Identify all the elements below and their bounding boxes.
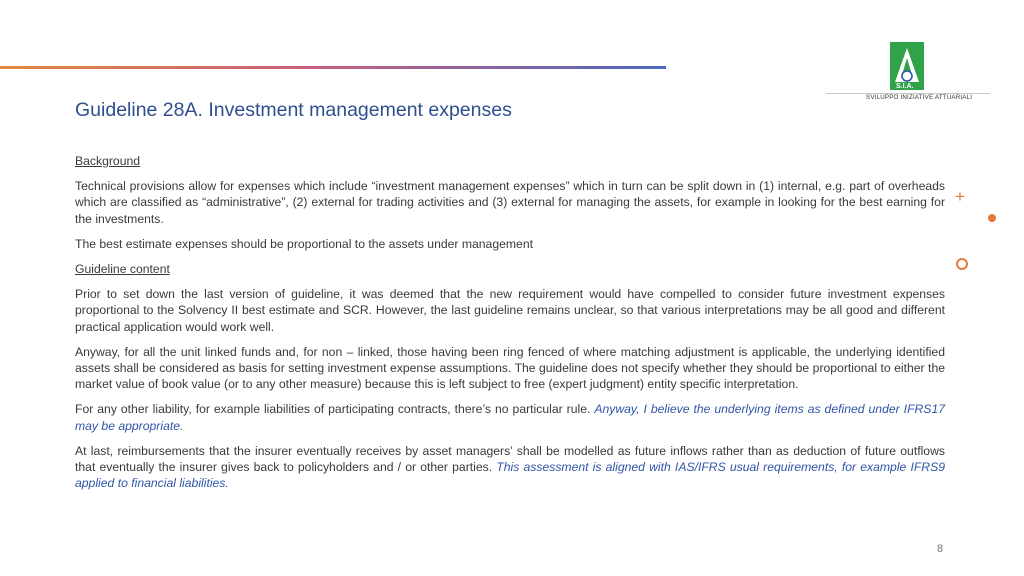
other-liability-text: For any other liability, for example liabilities of participating contracts, there’s no particular rule.: [75, 402, 595, 417]
guideline-content-heading: Guideline content: [75, 262, 170, 277]
other-liability-opinion: Anyway, I believe the underlying items as defined under IFRS17 may be appropriate.: [75, 402, 945, 433]
paragraph-prior-guideline: Prior to set down the last version of guideline, it was deemed that the new requirement would have compelled to consider future investment expenses proportional to the Solvency II best estimate and SCR. However, the last guideline remains unclear, so that various interpretations may be all good and different practical application would work well.: [75, 287, 945, 334]
reimbursements-assessment: This assessment is aligned with IAS/IFRS usual requirements, for example IFRS9 applied to financial liabilities.: [75, 460, 945, 491]
paragraph-reimbursements: [75, 443, 945, 492]
slide-body: [75, 153, 945, 500]
decor-dot-icon: [988, 214, 996, 222]
page-number: 8: [937, 543, 944, 555]
slide-title: Guideline 28A. Investment management expenses: [75, 99, 512, 121]
background-heading: Background: [75, 154, 141, 168]
paragraph-expenses: Technical provisions allow for expenses which include “investment management expenses” which in turn can be split down in (1) internal, e.g. part of overheads which are classified as “administrative”, (2) external for trading activities and (3) external for managing the assets, for example in looking for the best earning for the investments.: [75, 179, 945, 226]
paragraph-other-liability: [75, 401, 945, 433]
paragraph-best-estimate: The best estimate expenses should be proportional to the assets under management: [75, 236, 533, 251]
decor-ring-icon: [956, 258, 968, 270]
paragraph-unit-linked: Anyway, for all the unit linked funds and, for non – linked, those having been ring fenced of where matching adjustment is applicable, the underlying identified assets shall be considered as basis for setting investment expense assumptions. The guideline does not specify whether they should be proportional to either the market value of book value (or to any other measure) because this is left subject to free (expert judgment) entity specific interpretation.: [75, 344, 945, 392]
reimbursements-text: At last, reimbursements that the insurer eventually receives by asset managers’ shall be modelled as future inflows rather than as deduction of future outflows that eventually the insurer gives back to policyholders and / or other parties.: [75, 443, 945, 475]
top-gradient-rule: [0, 66, 666, 69]
logo-wordmark: S.I.A.: [896, 83, 914, 90]
decor-plus-icon: +: [955, 187, 965, 206]
logo-circle: [902, 71, 912, 81]
logo-subtitle: SVILUPPO INIZIATIVE ATTUARIALI: [866, 94, 973, 101]
